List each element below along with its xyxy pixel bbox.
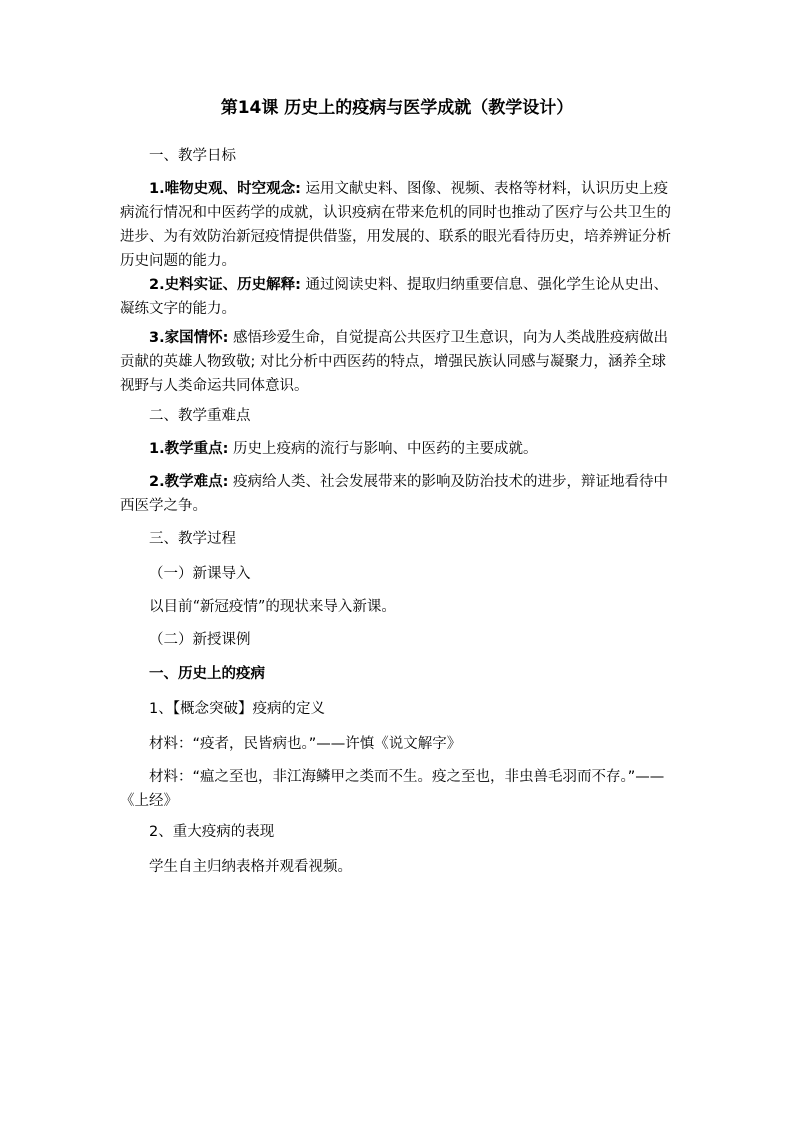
page-title: 第14课 历史上的疫病与医学成就（教学设计） — [220, 98, 574, 118]
objective-2-paragraph — [120, 273, 675, 321]
objective-3-label: 3.家国情怀: — [149, 330, 229, 346]
objective-2-label: 2.史料实证、历史解释: — [149, 277, 301, 293]
objective-1-text: 运用文献史料、图像、视频、表格等材料，认识历史上疫病流行情况和中医药学的成就，认识疫病在带来危机的同时也推动了医疗与公共卫生的进步、为有效防治新冠疫情提供借鉴，用发展的、联系的眼光看待历史，培养辨证分析历史问题的能力。 — [120, 181, 671, 269]
part-1-heading: 一、历史上的疫病 — [149, 666, 265, 682]
objective-2-text: 通过阅读史料、提取归纳重要信息、强化学生论从史出、凝练文字的能力。 — [120, 277, 669, 317]
objective-3-paragraph — [120, 326, 675, 398]
subsection-intro-text: 以目前“新冠疫情”的现状来导入新课。 — [149, 599, 396, 615]
key-point-1-paragraph — [120, 437, 675, 461]
key-point-1-text: 历史上疫病的流行与影响、中医药的主要成就。 — [228, 441, 538, 457]
subsection-new-lesson-heading: （二）新授课例 — [149, 632, 251, 648]
item-2-text: 学生自主归纳表格并观看视频。 — [149, 859, 352, 875]
section-heading-objectives: 一、教学日标 — [149, 148, 236, 164]
objective-3-text: 感悟珍爱生命，自觉提高公共医疗卫生意识，向为人类战胜疫病做出贡献的英雄人物致敬; 对比分析中西医药的特点，增强民族认同感与凝聚力，涵养全球视野与人类命运共同体意识。 — [120, 330, 669, 394]
key-point-2-label: 2.教学难点: — [149, 474, 229, 490]
objective-1-label: 1.唯物史观、时空观念: — [149, 181, 301, 197]
material-1: 材料：“疫者，民皆病也。”——许慎《说文解字》 — [149, 736, 462, 752]
objective-1-paragraph — [120, 177, 675, 273]
section-heading-process: 三、教学过程 — [149, 531, 236, 547]
key-point-2-paragraph — [120, 470, 675, 518]
item-1-heading: 1、【概念突破】疫病的定义 — [149, 701, 325, 717]
section-heading-key-points: 二、教学重难点 — [149, 408, 251, 424]
key-point-1-label: 1.教学重点: — [149, 441, 229, 457]
subsection-intro-heading: （一）新课导入 — [149, 566, 251, 582]
material-2: 材料：“瘟之至也，非江海鳞甲之类而不生。疫之至也，非虫兽毛羽而不存。”——《上经》 — [120, 769, 665, 809]
item-2-heading: 2、重大疫病的表现 — [149, 824, 275, 840]
key-point-2-text: 疫病给人类、社会发展带来的影响及防治技术的进步，辩证地看待中西医学之争。 — [120, 474, 669, 514]
